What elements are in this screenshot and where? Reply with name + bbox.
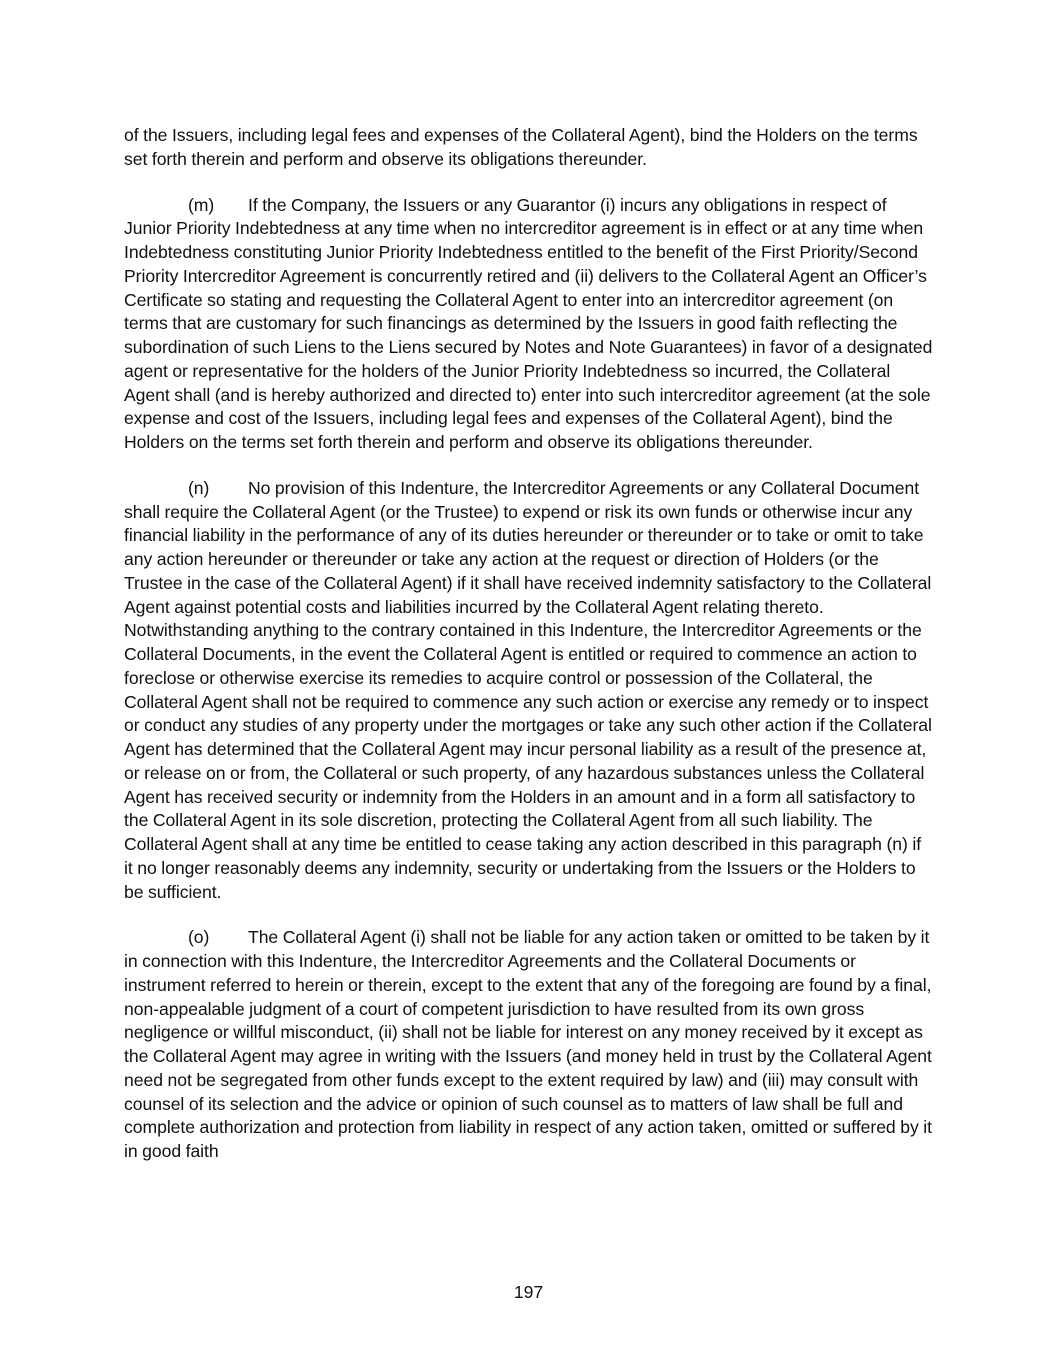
paragraph-text: If the Company, the Issuers or any Guarantor (i) incurs any obligations in respect of Junior Priority Indebtedness at any time when no intercreditor agreement is in effect or at any time when Indebtedness constituting Junior Priority Indebtedness entitled to the benefit of the First Priority/Second Priority Intercreditor Agreement is concurrently retired and (ii) delivers to the Collateral Agent an Officer’s Certificate so stating and requesting the Collateral Agent to enter into an intercreditor agreement (on terms that are customary for such financings as determined by the Issuers in good faith reflecting the subordination of such Liens to the Liens secured by Notes and Note Guarantees) in favor of a designated agent or representative for the holders of the Junior Priority Indebtedness so incurred, the Collateral Agent shall (and is hereby authorized and directed to) enter into such intercreditor agreement (at the sole expense and cost of the Issuers, including legal fees and expenses of the Collateral Agent), bind the Holders on the terms set forth therein and perform and observe its obligations thereunder. xyxy=(124,194,933,452)
paragraph-text: The Collateral Agent (i) shall not be liable for any action taken or omitted to be taken by it in connection with this Indenture, the Intercreditor Agreements and the Collateral Documents or instrument referred to herein or therein, except to the extent that any of the foregoing are found by a final, non-appealable judgment of a court of competent jurisdiction to have resulted from its own gross negligence or willful misconduct, (ii) shall not be liable for interest on any money received by it except as the Collateral Agent may agree in writing with the Issuers (and money held in trust by the Collateral Agent need not be segregated from other funds except to the extent required by law) and (iii) may consult with counsel of its selection and the advice or opinion of such counsel as to matters of law shall be full and complete authorization and protection from liability in respect of any action taken, omitted or suffered by it in good faith xyxy=(124,927,932,1161)
page-number: 197 xyxy=(513,1282,544,1302)
paragraph-text: of the Issuers, including legal fees and expenses of the Collateral Agent), bind the Holders on the terms set forth therein and perform and observe its obligations thereunder. xyxy=(124,125,918,169)
paragraph-label: (m) xyxy=(188,194,215,215)
paragraph-n xyxy=(124,477,934,905)
paragraph-m xyxy=(124,194,934,455)
paragraph-label: (n) xyxy=(188,477,210,498)
paragraph-label: (o) xyxy=(188,927,210,948)
paragraph-continuation xyxy=(124,124,934,172)
paragraph-text: No provision of this Indenture, the Intercreditor Agreements or any Collateral Document shall require the Collateral Agent (or the Trustee) to expend or risk its own funds or otherwise incur any financial liability in the performance of any of its duties hereunder or thereunder or to take or omit to take any action hereunder or thereunder or take any action at the request or direction of Holders (or the Trustee in the case of the Collateral Agent) if it shall have received indemnity satisfactory to the Collateral Agent against potential costs and liabilities incurred by the Collateral Agent relating thereto. Notwithstanding anything to the contrary contained in this Indenture, the Intercreditor Agreements or the Collateral Documents, in the event the Collateral Agent is entitled or required to commence an action to foreclose or otherwise exercise its remedies to acquire control or possession of the Collateral, the Collateral Agent shall not be required to commence any such action or exercise any remedy or to inspect or conduct any studies of any property under the mortgages or take any such other action if the Collateral Agent has determined that the Collateral Agent may incur personal liability as a result of the presence at, or release on or from, the Collateral or such property, of any hazardous substances unless the Collateral Agent has received security or indemnity from the Holders in an amount and in a form all satisfactory to the Collateral Agent in its sole discretion, protecting the Collateral Agent from all such liability. The Collateral Agent shall at any time be entitled to cease taking any action described in this paragraph (n) if it no longer reasonably deems any indemnity, security or undertaking from the Issuers or the Holders to be sufficient. xyxy=(124,477,932,902)
document-body xyxy=(124,124,934,1186)
paragraph-o xyxy=(124,926,934,1164)
